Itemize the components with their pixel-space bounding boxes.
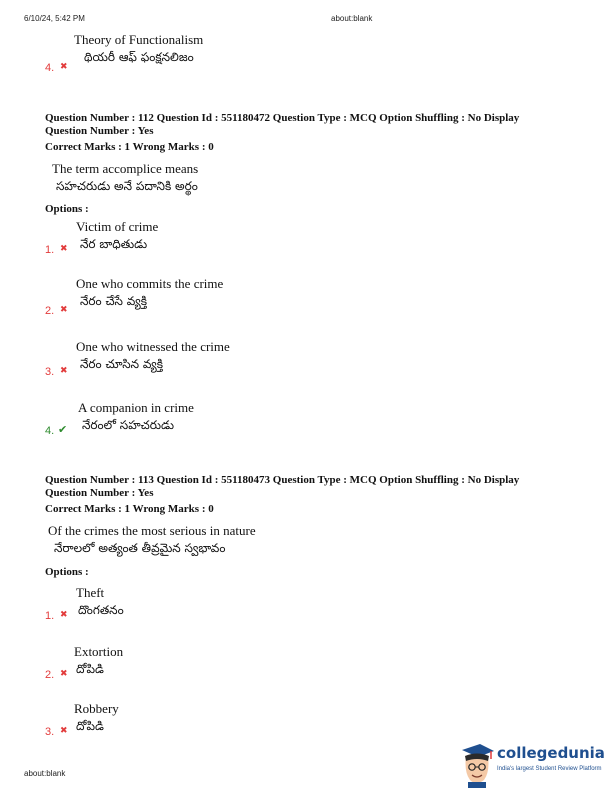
option-text-en: One who commits the crime — [76, 276, 224, 291]
option-text-te: నేరంలో సహచరుడు — [82, 418, 175, 432]
option-text-te: నేరం చూసిన వ్యక్తి — [80, 357, 164, 371]
option-number: 3. — [45, 366, 55, 378]
prev-option-text-te: థియరీ ఆఫ్ ఫంక్షనలిజం — [84, 50, 194, 64]
option-number: 1. — [45, 610, 55, 622]
option-number: 2. — [45, 669, 55, 681]
question-text-en: Of the crimes the most serious in nature — [48, 523, 256, 538]
print-timestamp: 6/10/24, 5:42 PM — [24, 14, 85, 23]
option-text-en: Theft — [76, 585, 105, 600]
check-mark-icon: ✔ — [58, 423, 68, 436]
logo-wordmark: collegedunia — [497, 744, 605, 762]
option-number: 3. — [45, 726, 55, 738]
cross-mark-icon: ✖ — [60, 305, 68, 315]
question-text-en: The term accomplice means — [52, 161, 199, 176]
collegedunia-logo — [458, 742, 608, 788]
option-text-te: దోపిడి — [76, 662, 104, 676]
options-label: Options : — [45, 566, 89, 578]
prev-option-number: 4. — [45, 62, 55, 74]
option-number: 4. — [45, 425, 55, 437]
question-display-line: Question Number : Yes — [45, 125, 154, 137]
option-text-te: దొంగతనం — [78, 603, 124, 617]
option-text-en: Victim of crime — [76, 219, 159, 234]
options-label: Options : — [45, 203, 89, 215]
question-text-te: సహచరుడు అనే పదానికి అర్థం — [56, 179, 198, 193]
question-meta-line: Question Number : 112 Question Id : 551180472 Question Type : MCQ Option Shuffling : No Display — [45, 112, 520, 124]
print-page-url: about:blank — [331, 14, 373, 23]
option-text-te: దోపిడి — [76, 719, 104, 733]
option-text-en: Robbery — [74, 701, 119, 716]
question-marks: Correct Marks : 1 Wrong Marks : 0 — [45, 503, 214, 515]
option-text-te: నేర బాధితుడు — [80, 237, 148, 251]
logo-tagline: India's largest Student Review Platform — [497, 766, 602, 772]
question-meta-line: Question Number : 113 Question Id : 551180473 Question Type : MCQ Option Shuffling : No Display — [45, 474, 520, 486]
option-number: 1. — [45, 244, 55, 256]
option-text-te: నేరం చేసే వ్యక్తి — [80, 294, 147, 308]
cross-mark-icon: ✖ — [60, 62, 68, 72]
prev-option-text-en: Theory of Functionalism — [74, 32, 204, 47]
cross-mark-icon: ✖ — [60, 610, 68, 620]
question-display-line: Question Number : Yes — [45, 487, 154, 499]
option-text-en: Extortion — [74, 644, 124, 659]
question-marks: Correct Marks : 1 Wrong Marks : 0 — [45, 141, 214, 153]
option-number: 2. — [45, 305, 55, 317]
option-text-en: A companion in crime — [78, 400, 194, 415]
cross-mark-icon: ✖ — [60, 669, 68, 679]
question-text-te: నేరాలలో అత్యంత తీవ్రమైన స్వభావం — [54, 541, 226, 555]
cross-mark-icon: ✖ — [60, 366, 68, 376]
cross-mark-icon: ✖ — [60, 244, 68, 254]
option-text-en: One who witnessed the crime — [76, 339, 230, 354]
footer-page-url: about:blank — [24, 769, 66, 778]
cross-mark-icon: ✖ — [60, 726, 68, 736]
student-mascot-icon — [458, 742, 496, 788]
